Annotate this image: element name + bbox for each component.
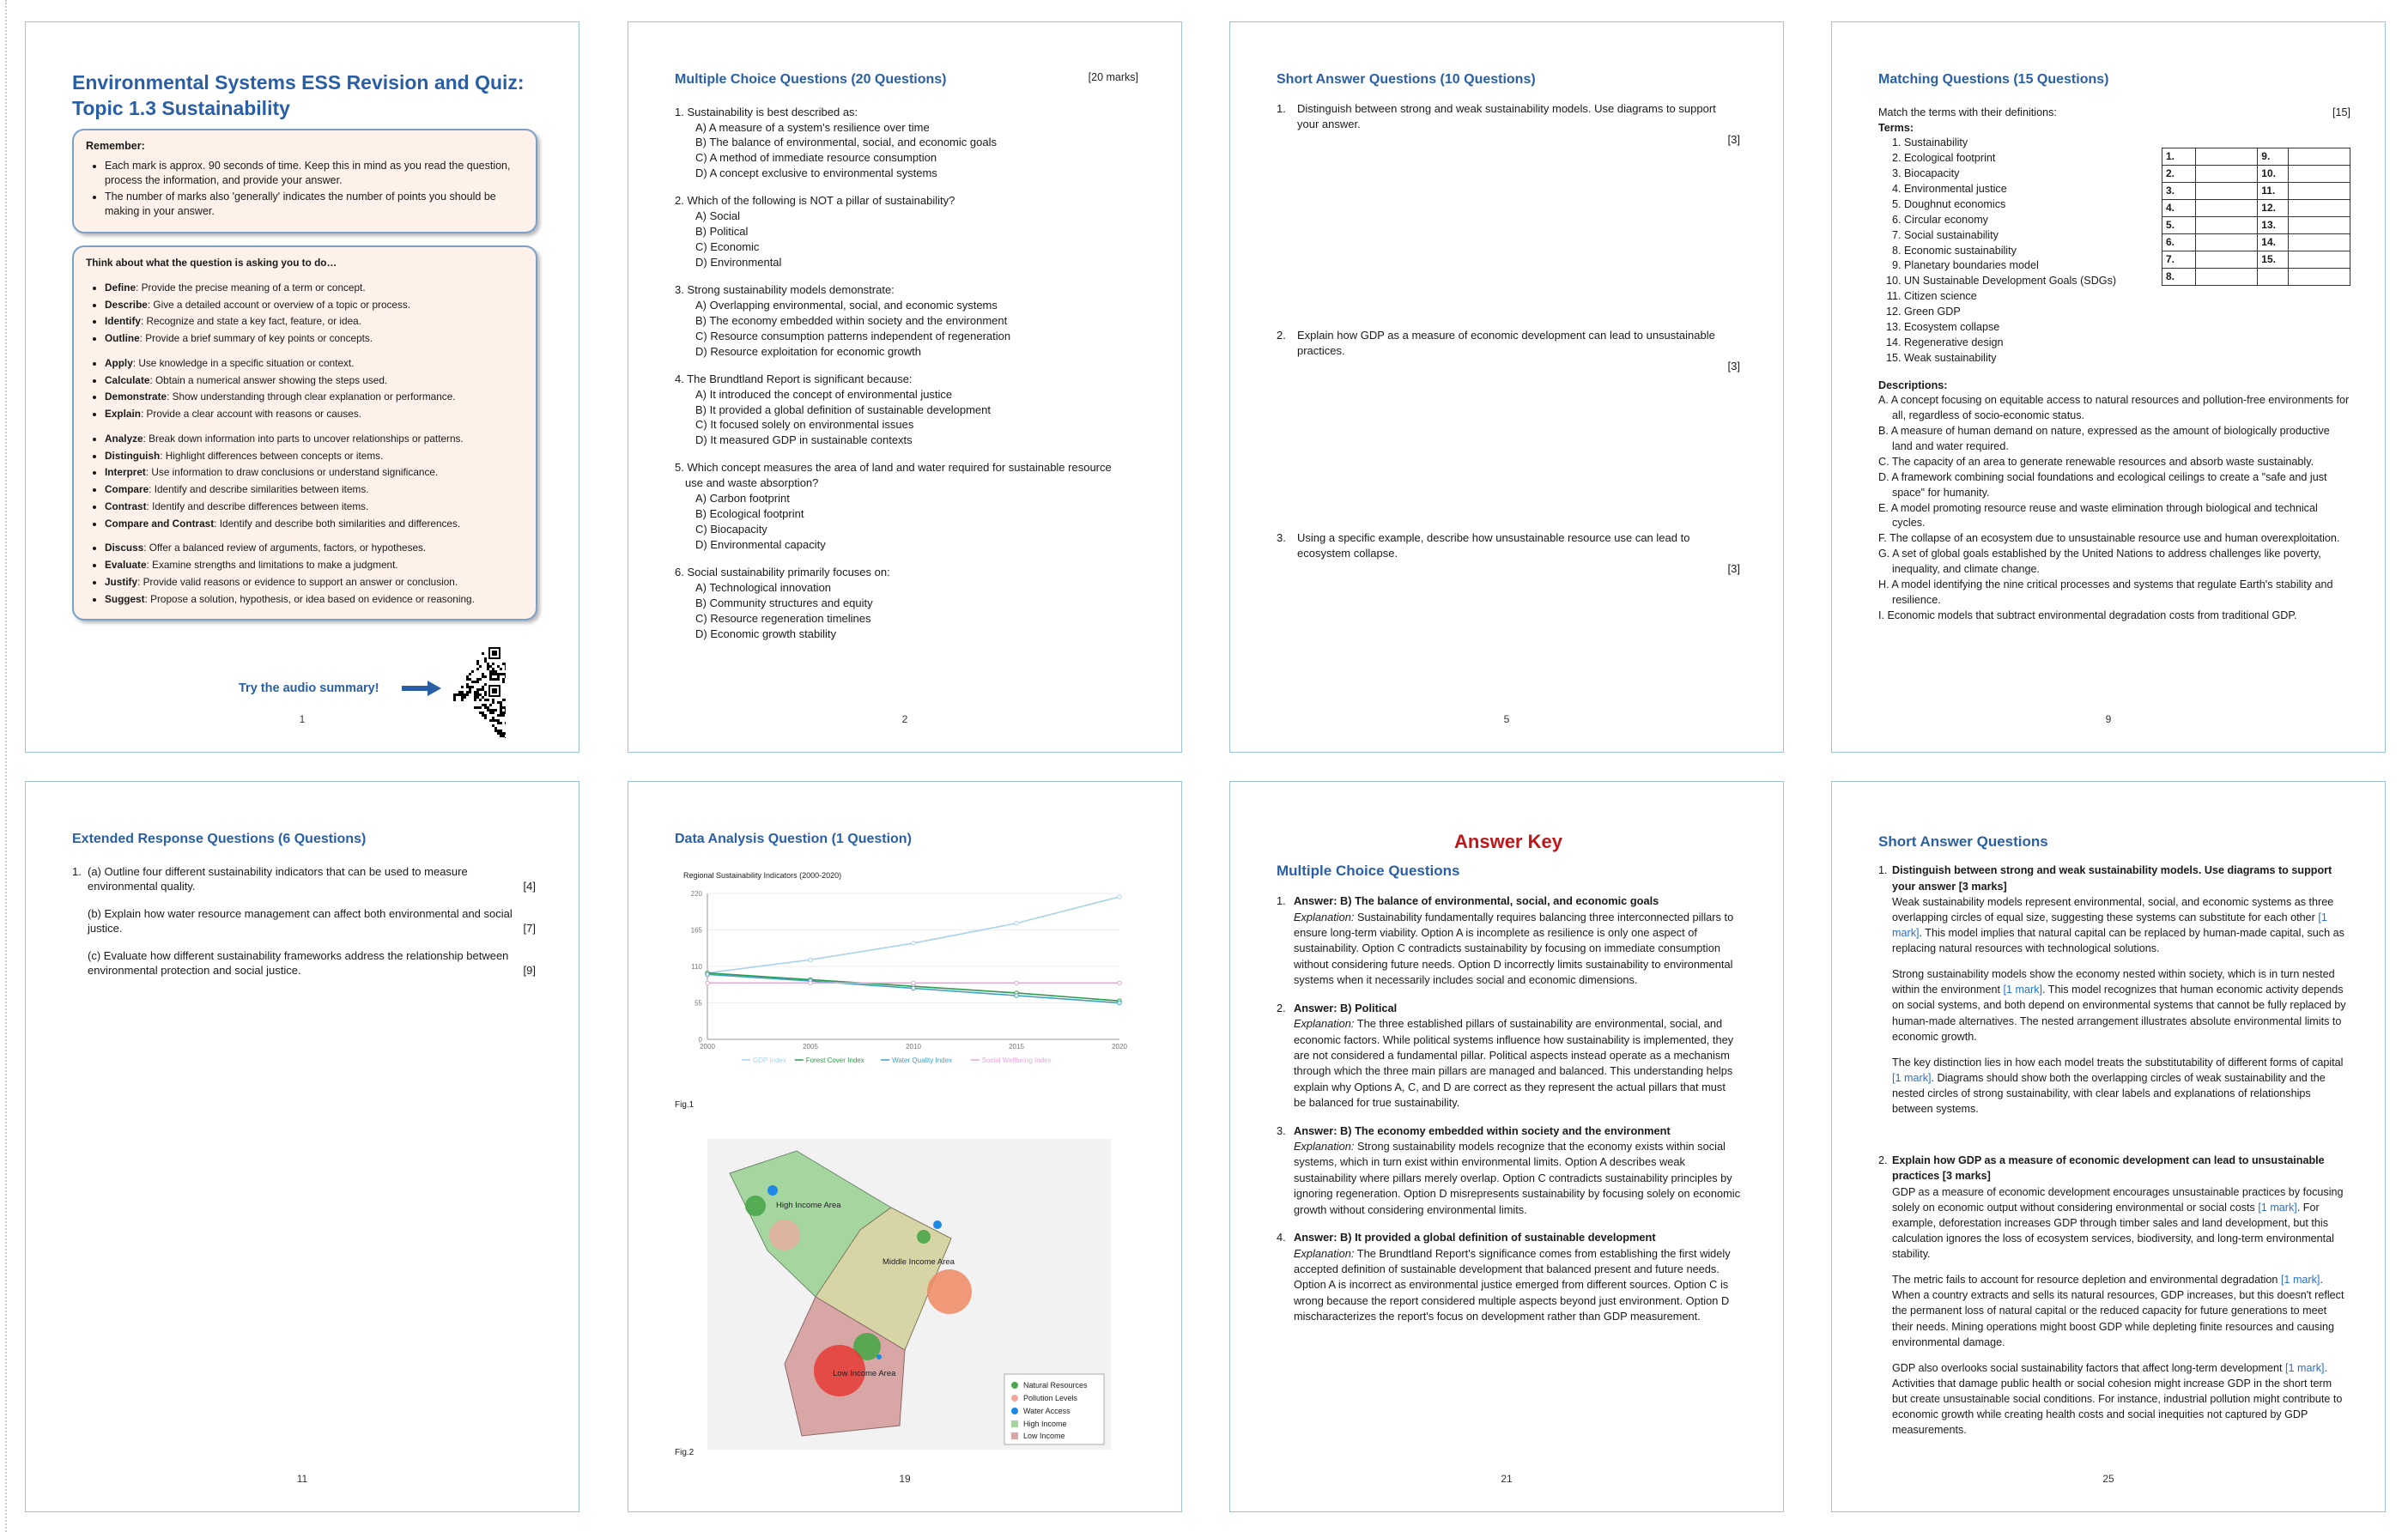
data-point: [912, 942, 915, 945]
term-item: 11. Citizen science: [1904, 289, 2350, 305]
x-tick-label: 2015: [1009, 1043, 1024, 1051]
page-number: 2: [901, 712, 908, 725]
grid-answer-cell[interactable]: [2288, 148, 2350, 166]
command-term-desc: : Provide the precise meaning of a term or concept.: [136, 281, 366, 294]
answer-line: Answer: B) Political: [1294, 1001, 1398, 1014]
question-part: (b) Explain how water resource management can affect both environmental and social justice. [7]: [88, 906, 536, 936]
grid-label: 2.: [2162, 166, 2196, 183]
grid-label: 11.: [2258, 183, 2288, 200]
question-part: (c) Evaluate how different sustainability frameworks address the relationship between environmental protection and social justice. [9]: [88, 948, 536, 978]
answer-block: 2. Explain how GDP as a measure of economic development can lead to unsustainable practices [3 marks] GDP as a measure of economic development encourages unsustainable practices by focusing solely on economic output without considering environmental or social costs [1 mark]. For example, deforestation increases GDP through timber sales and land development, but this calculation ignores the loss of ecosystem services, biodiversity, and long-term environmental stability. The metric fails to account for resource depletion and environmental degradation [1 mark]. When a country extracts and sells its natural resources, GDP increases, but this doesn't reflect the permanent loss of natural capital or the reduced capacity for future generations to meet their needs. Mining operations might boost GDP while depleting finite resources and causing environmental damage. GDP also overlooks social sustainability factors that affect long-term development [1 mark]. Activities that damage public health or social cohesion might increase GDP in the short term but create unsustainable social conditions. For instance, industrial pollution might contribute to economic growth while creating health costs and social inequities not captured by GDP measurements.: [1878, 1153, 2346, 1448]
data-point: [1118, 981, 1121, 984]
answer-item: [1277, 893, 1740, 989]
x-tick-label: 2005: [803, 1043, 818, 1051]
mcq-question: [675, 193, 1138, 270]
grid-answer-cell[interactable]: [2288, 217, 2350, 234]
term-item: 12. Green GDP: [1904, 305, 2350, 320]
option[interactable]: D) It measured GDP in sustainable contexts: [695, 433, 913, 447]
option[interactable]: C) Economic: [695, 240, 760, 254]
answer-line: Answer: B) It provided a global definition of sustainable development: [1294, 1231, 1656, 1244]
command-term: Demonstrate: [105, 391, 167, 403]
mark-tag: [1 mark]: [2003, 984, 2043, 996]
answer-paragraph: [1892, 1055, 2346, 1117]
grid-answer-cell[interactable]: [2196, 148, 2258, 166]
remember-box: [72, 129, 537, 233]
grid-answer-cell[interactable]: [2288, 251, 2350, 269]
explanation-label: Explanation:: [1294, 910, 1355, 923]
svg-text:Natural Resources: Natural Resources: [1023, 1381, 1088, 1390]
paragraph-text: The key distinction lies in how each model treats the substitutability of different forms of capital: [1892, 1056, 2344, 1069]
map-label-middle: Middle Income Area: [883, 1257, 955, 1267]
paragraph-text: . This model implies that natural capital can be replaced by human-made capital, such as replacing natural resources with technological solutions.: [1892, 926, 2344, 955]
answer-item: [1277, 1230, 1740, 1325]
paragraph-text: Strong sustainability models show the economy nested within society, which is in turn nested within the environment: [1892, 968, 2335, 996]
page-number: 11: [296, 1472, 308, 1485]
answer-block: 1. Distinguish between strong and weak sustainability models. Use diagrams to support your answer [3 marks] Weak sustainability models represent environmental, social, and economic systems as three overlapping circles of equal size, suggesting these systems can substitute for each other [1 mark]. This model implies that natural capital can be replaced by human-made capital, such as replacing natural resources with technological solutions. Strong sustainability models show the economy nested within society, which is in turn nested within the environment [1 mark]. This model recognizes that human economic activity depends on social systems, and both depend on environmental systems that cannot be fully replaced by human-made alternatives. The nested arrangement illustrates absolute environmental limits to economic growth. The key distinction lies in how each model treats the substitutability of different forms of capital [1 mark]. Diagrams should show both the overlapping circles of weak sustainability and the nested circles of strong sustainability, with clear labels and explanations of relationships between systems.: [1878, 863, 2346, 1127]
command-term-desc: : Break down information into parts to uncover relationships or patterns.: [143, 432, 464, 445]
pollution-marker: [769, 1220, 800, 1250]
term-item: 6. Circular economy: [1904, 213, 2350, 228]
command-term: Distinguish: [105, 449, 161, 462]
short-question: 3. Using a specific example, describe how unsustainable resource use can lead to ecosystem collapse. [3]: [1277, 531, 1740, 575]
command-term: Identify: [105, 315, 141, 328]
y-tick-label: 55: [694, 999, 702, 1008]
grid-label: 9.: [2258, 148, 2288, 166]
term-item: 14. Regenerative design: [1904, 336, 2350, 351]
description-item: H. A model identifying the nine critical processes and systems that regulate Earth's stability and resilience.: [1878, 578, 2333, 606]
section-heading: Multiple Choice Questions (20 Questions): [675, 72, 947, 87]
option[interactable]: C) A method of immediate resource consumption: [695, 151, 937, 165]
data-point: [1015, 981, 1018, 984]
command-term: Compare: [105, 483, 149, 496]
command-term: Suggest: [105, 592, 145, 605]
answer-number: 4.: [1277, 1231, 1286, 1244]
page-2: [628, 21, 1182, 753]
mcq-question: [675, 105, 1138, 182]
data-point: [706, 972, 709, 976]
term-item: 15. Weak sustainability: [1904, 351, 2350, 366]
command-term-desc: : Provide a clear account with reasons or causes.: [140, 408, 362, 421]
page-19: [628, 781, 1182, 1512]
description-item: B. A measure of human demand on nature, expressed as the amount of biologically productive land and water required.: [1878, 425, 2330, 453]
command-term-item: [105, 356, 524, 371]
explanation-text: The three established pillars of sustainability are environmental, social, and economic factors. While political systems influence how sustainability is implemented, they are not considered a fundamental pillar. Political aspects instead operate as a mechanism through which the three main pillars are managed and balanced. This understanding helps explain why Options A, C, and D are correct as they represent the actual pillars that must be balanced for true sustainability.: [1294, 1017, 1734, 1110]
grid-answer-cell[interactable]: [2196, 217, 2258, 234]
option[interactable]: D) Environmental capacity: [695, 538, 826, 552]
grid-answer-cell[interactable]: [2196, 166, 2258, 183]
option[interactable]: C) Resource consumption patterns independent of regeneration: [695, 329, 1011, 342]
answer-item: [1277, 1123, 1740, 1219]
income-map: [707, 1139, 1111, 1450]
option[interactable]: A) Technological innovation: [695, 580, 832, 594]
description-item: C. The capacity of an area to generate renewable resources and absorb waste sustainably.: [1878, 455, 2314, 468]
description-item: G. A set of global goals established by the United Nations to address challenges like poverty, inequality, and climate change.: [1878, 548, 2321, 576]
answer-paragraph: [1892, 966, 2346, 1045]
grid-answer-cell[interactable]: [2288, 166, 2350, 183]
section-heading: Data Analysis Question (1 Question): [675, 832, 912, 846]
question-part: (a) Outline four different sustainability indicators that can be used to measure environmental quality. [4]: [88, 864, 536, 893]
legend-label: GDP Index: [753, 1057, 786, 1064]
remember-heading: Remember:: [86, 139, 145, 152]
grid-label: 3.: [2162, 183, 2196, 200]
map-label-low: Low Income Area: [833, 1369, 896, 1378]
explanation-text: Sustainability fundamentally requires balancing three interconnected pillars to ensure long-term viability. Option A is incomplete as resilience is only one aspect of sustainability. Option C contradicts sustainability by focusing on immediate consumption without considering future needs. Option D incorrectly limits sustainability to environmental systems when it necessarily includes social and economic dimensions.: [1294, 910, 1734, 987]
mark-tag: [1 mark]: [1892, 1071, 1932, 1084]
question-stem-cont: use and waste absorption?: [685, 476, 819, 490]
option[interactable]: A) It introduced the concept of environmental justice: [695, 387, 953, 401]
question-stem: 2. Which of the following is NOT a pillar of sustainability?: [675, 194, 955, 208]
figure-label: Fig.1: [675, 1100, 694, 1110]
command-term-desc: : Use information to draw conclusions or understand significance.: [145, 466, 439, 479]
svg-text:Water Access: Water Access: [1023, 1407, 1071, 1415]
paragraph-text: GDP as a measure of economic development encourages unsustainable practices by focusing solely on economic output without considering environmental or social costs: [1892, 1185, 2344, 1214]
command-term-desc: : Propose a solution, hypothesis, or idea based on evidence or reasoning.: [144, 592, 475, 605]
section-heading: Multiple Choice Questions: [1277, 862, 1460, 879]
grid-label: 4.: [2162, 200, 2196, 217]
command-term-item: [105, 592, 524, 607]
option[interactable]: C) Resource regeneration timelines: [695, 611, 871, 625]
answer-paragraph: [1892, 1184, 2346, 1263]
series-line: [707, 897, 1119, 973]
grid-label: 14.: [2258, 234, 2288, 251]
explanation-text: Strong sustainability models recognize that the economy exists within social systems, which in turn exist within environmental limits. Option A describes weak sustainability where pillars merely overlap. Option C contradicts sustainability principles by ignoring regeneration. Option D misrepresents sustainability by focusing solely on economic growth without considering environmental limits.: [1294, 1140, 1740, 1216]
grid-label: 6.: [2162, 234, 2196, 251]
page-11: [25, 781, 579, 1512]
command-term-desc: : Examine strengths and limitations to make a judgment.: [146, 559, 398, 572]
legend-label: Forest Cover Index: [805, 1057, 864, 1064]
y-tick-label: 165: [690, 926, 702, 935]
grid-label: 8.: [2162, 269, 2196, 286]
option[interactable]: A) Carbon footprint: [695, 492, 790, 506]
command-term-item: [105, 449, 524, 463]
grid-answer-cell[interactable]: [2196, 183, 2258, 200]
command-term-desc: : Offer a balanced review of arguments, factors, or hypotheses.: [143, 542, 427, 554]
option[interactable]: A) A measure of a system's resilience over time: [695, 120, 930, 134]
data-point: [1118, 895, 1121, 899]
answer-line: Answer: B) The balance of environmental, social, and economic goals: [1294, 894, 1659, 908]
legend-label: Water Quality Index: [892, 1057, 953, 1064]
explanation-text: The Brundtland Report's significance comes from establishing the first widely accepted definition of sustainable development that balanced present and future needs. Option A is incorrect as environmental justice emerged from different sources. Option C is wrong because the report considered multiple aspects beyond just environment. Option D mischaracterizes the report's focus on development rather than GDP measurement.: [1294, 1246, 1731, 1323]
answer-number: 1.: [1277, 894, 1286, 908]
remember-item: • The number of marks also 'generally' indicates the number of points you should be making in your answer.: [105, 190, 524, 219]
term-item: 2. Ecological footprint: [1904, 151, 2350, 167]
command-term-desc: : Provide valid reasons or evidence to support an answer or conclusion.: [137, 575, 458, 588]
option[interactable]: B) Ecological footprint: [695, 507, 804, 521]
command-term: Discuss: [105, 542, 144, 554]
option[interactable]: B) Community structures and equity: [695, 596, 873, 609]
description-item: E. A model promoting resource reuse and waste elimination through biological and technical cycles.: [1878, 501, 2318, 530]
page-9: Matching Questions (15 Questions) [15] Match the terms with their definitions: Terms: 1. Sustainability 2. Ecological footprint 3. Biocapacity 4. Environmental justice 5. Doughnut economics 6. Circular economy 7. Social sustainability 8. Economic sustainability 9. Planetary boundaries model 10. UN Sustainable Development Goals (SDGs) 11. Citizen science 12. Green GDP 13. Ecosystem collapse 14. Regenerative design 15. Weak sustainability 1. 9. 2. 10. 3. 11. 4. 12. 5. 13. 6. 14. 7. 15. 8. Descriptions: A. A concept focusing on equitable access to natural resources and pollution-free environments for all, regardless of socio-economic status. B. A measure of human demand on nature, expressed as the amount of biologically productive land and water required. C. The capacity of an area to generate renewable resources and absorb waste sustainably. D. A framework combining social foundations and ecological ceilings to create a "safe and just space" for humanity. E. A model promoting resource reuse and waste elimination through biological and technical cycles. F. The collapse of an ecosystem due to unsustainable resource use and human overexploitation. G. A set of global goals established by the United Nations to address challenges like poverty, inequality, and climate change. H. A model identifying the nine critical processes and systems that regulate Earth's stability and resilience. I. Economic models that subtract environmental degradation costs from traditional GDP. 9: [1831, 21, 2386, 753]
grid-label: [2258, 269, 2288, 286]
grid-answer-cell[interactable]: [2196, 269, 2258, 286]
command-term-item: [105, 407, 524, 421]
paragraph-text: GDP also overlooks social sustainability factors that affect long-term development: [1892, 1361, 2286, 1374]
question-stem: 6. Social sustainability primarily focuses on:: [675, 565, 890, 578]
command-term-item: [105, 575, 524, 590]
left-gutter: [0, 0, 7, 1532]
option[interactable]: B) The economy embedded within society and the environment: [695, 313, 1008, 327]
grid-answer-cell[interactable]: [2288, 183, 2350, 200]
map-legend: [1004, 1374, 1104, 1444]
data-point: [809, 981, 812, 984]
data-point: [912, 986, 915, 990]
paragraph-text: . Diagrams should show both the overlapping circles of weak sustainability and the nested circles of strong sustainability, with clear labels and explanations of relationships between systems.: [1892, 1071, 2326, 1116]
answer-item: [1277, 1001, 1740, 1111]
command-term-desc: : Identify and describe similarities between items.: [149, 483, 369, 496]
option[interactable]: C) It focused solely on environmental issues: [695, 418, 914, 432]
figure-label: Fig.2: [675, 1448, 694, 1457]
command-term-desc: : Use knowledge in a specific situation or context.: [132, 356, 355, 369]
option[interactable]: A) Social: [695, 209, 741, 223]
command-term-desc: : Provide a brief summary of key points or concepts.: [139, 332, 373, 345]
command-term-item: [105, 331, 524, 346]
command-term: Explain: [105, 408, 141, 421]
option[interactable]: D) A concept exclusive to environmental systems: [695, 167, 937, 180]
command-term-item: [105, 390, 524, 404]
x-tick-label: 2000: [700, 1043, 715, 1051]
water-access-marker: [933, 1220, 942, 1229]
description-item: I. Economic models that subtract environmental degradation costs from traditional GDP.: [1878, 609, 2297, 621]
grid-label: 12.: [2258, 200, 2288, 217]
y-tick-label: 110: [691, 963, 702, 971]
explanation-label: Explanation:: [1294, 1017, 1355, 1031]
mcq-question: [675, 460, 1138, 553]
command-term-item: [105, 298, 524, 312]
question-stem: 1. Sustainability is best described as:: [675, 105, 858, 118]
question-stem: 5. Which concept measures the area of land and water required for sustainable resource: [675, 461, 1112, 475]
natural-resources-marker: [745, 1196, 766, 1216]
page-number: 5: [1503, 712, 1510, 725]
command-term: Describe: [105, 298, 148, 311]
mark-tag: [1 mark]: [1892, 911, 2327, 939]
question-stem: 3. Strong sustainability models demonstrate:: [675, 282, 895, 296]
page-number: 19: [899, 1472, 911, 1485]
svg-text:Pollution Levels: Pollution Levels: [1023, 1394, 1078, 1402]
command-term-item: [105, 281, 524, 295]
option[interactable]: D) Resource exploitation for economic growth: [695, 344, 922, 358]
command-term-desc: : Identify and describe differences between items.: [146, 500, 369, 512]
command-term-item: [105, 482, 524, 497]
command-term-item: [105, 541, 524, 555]
command-term-item: [105, 500, 524, 514]
term-item: 4. Environmental justice: [1904, 182, 2350, 197]
description-item: A. A concept focusing on equitable access to natural resources and pollution-free environments for all, regardless of socio-economic status.: [1878, 394, 2350, 422]
x-tick-label: 2010: [906, 1043, 921, 1051]
page-25: [1831, 781, 2386, 1512]
option[interactable]: D) Economic growth stability: [695, 627, 836, 640]
svg-text:High Income: High Income: [1023, 1420, 1067, 1428]
question-title: Distinguish between strong and weak sustainability models. Use diagrams to support your answer [3 marks]: [1892, 864, 2332, 893]
term-item: 3. Biocapacity: [1904, 167, 2350, 182]
chart-title: Regional Sustainability Indicators (2000-2020): [683, 871, 842, 880]
grid-label: 5.: [2162, 217, 2196, 234]
arrow-right-icon: [402, 681, 441, 696]
paragraph-text: The metric fails to account for resource depletion and environmental degradation: [1892, 1274, 2281, 1287]
question-stem: 4. The Brundtland Report is significant because:: [675, 372, 913, 385]
grid-label: 15.: [2258, 251, 2288, 269]
audio-summary-link[interactable]: Try the audio summary!: [239, 681, 379, 695]
answer-grid[interactable]: [2162, 148, 2350, 286]
term-item: 9. Planetary boundaries model: [1904, 258, 2350, 274]
extended-question: 1. (a) Outline four different sustainability indicators that can be used to measure environmental quality. [4] (b) Explain how water resource management can affect both environmental and social justice. [7] (c) Evaluate how different sustainability frameworks address the relationship between environmental protection and social justice. [9]: [72, 864, 536, 978]
command-term-item: [105, 432, 524, 446]
question-title: Explain how GDP as a measure of economic development can lead to unsustainable practices [3 marks]: [1892, 1154, 2325, 1183]
x-tick-label: 2020: [1112, 1043, 1127, 1051]
data-point: [912, 981, 915, 984]
svg-text:Low Income: Low Income: [1023, 1432, 1065, 1440]
answer-line: Answer: B) The economy embedded within society and the environment: [1294, 1123, 1671, 1137]
remember-item: • Each mark is approx. 90 seconds of time. Keep this in mind as you read the question, process the information, and provide your answer.: [105, 159, 524, 188]
y-tick-label: 0: [698, 1036, 702, 1044]
total-marks: [20 marks]: [1088, 71, 1138, 83]
section-heading: Extended Response Questions (6 Questions): [72, 832, 367, 846]
description-item: F. The collapse of an ecosystem due to unsustainable resource use and human overexploitation.: [1878, 532, 2340, 545]
paragraph-text: . This model recognizes that human economic activity depends on social systems, and both depend on environmental systems that cannot be fully replaced by human-made alternatives. The nested arrangement illustrates absolute environmental limits to economic growth.: [1892, 984, 2346, 1043]
section-heading: Matching Questions (15 Questions): [1878, 72, 2109, 87]
answer-paragraph: [1892, 894, 2346, 957]
grid-label: 10.: [2258, 166, 2288, 183]
command-term: Calculate: [105, 373, 150, 386]
command-term: Evaluate: [105, 559, 147, 572]
data-point: [1015, 994, 1018, 997]
command-term-desc: : Obtain a numerical answer showing the steps used.: [149, 373, 388, 386]
natural-resources-marker: [917, 1230, 931, 1244]
data-point: [809, 958, 812, 961]
mcq-question: [675, 372, 1138, 449]
line-chart: [675, 868, 1138, 1074]
paragraph-text: Weak sustainability models represent environmental, social, and economic systems as three overlapping circles of equal size, suggesting these systems can substitute for each other: [1892, 895, 2334, 923]
description-item: D. A framework combining social foundations and ecological ceilings to create a "safe and just space" for humanity.: [1878, 470, 2327, 499]
option[interactable]: A) Overlapping environmental, social, and economic systems: [695, 298, 998, 312]
term-item: 5. Doughnut economics: [1904, 197, 2350, 213]
data-point: [706, 981, 709, 984]
option[interactable]: B) Political: [695, 225, 749, 239]
command-term-item: [105, 558, 524, 572]
command-term-desc: : Recognize and state a key fact, feature, or idea.: [140, 315, 362, 328]
short-question: 1. Distinguish between strong and weak sustainability models. Use diagrams to support your answer. [3]: [1277, 102, 1740, 146]
command-term-desc: : Identify and describe both similarities and differences.: [214, 517, 461, 530]
grid-answer-cell[interactable]: [2196, 234, 2258, 251]
term-item: 10. UN Sustainable Development Goals (SDGs): [1904, 274, 2350, 289]
command-term: Justify: [105, 575, 138, 588]
page-number: 25: [2102, 1472, 2114, 1485]
term-item: 7. Social sustainability: [1904, 228, 2350, 244]
command-term-item: [105, 517, 524, 531]
answer-number: 2.: [1277, 1001, 1286, 1014]
page-number: 1: [299, 712, 306, 725]
command-term-desc: : Give a detailed account or overview of a topic or process.: [147, 298, 411, 311]
grid-label: 7.: [2162, 251, 2196, 269]
answer-paragraph: [1892, 1272, 2346, 1350]
explanation-label: Explanation:: [1294, 1246, 1355, 1260]
command-terms-heading: Think about what the question is asking you to do…: [86, 257, 337, 269]
command-term: Define: [105, 281, 136, 294]
paragraph-text: . When a country extracts and sells its natural resources, GDP increases, but this doesn't reflect the permanent loss of natural capital or the reduced capacity for future generations to meet their needs. Mining operations might boost GDP while depleting finite resources and causing environmental damage.: [1892, 1274, 2344, 1348]
answer-key-title: Answer Key: [1454, 831, 1562, 852]
page-5: [1229, 21, 1784, 753]
answer-paragraph: [1892, 1360, 2346, 1438]
page-number: 9: [2105, 712, 2112, 725]
command-term: Compare and Contrast: [105, 517, 215, 530]
command-term: Outline: [105, 332, 140, 345]
command-term: Contrast: [105, 500, 147, 512]
term-item: 1. Sustainability: [1904, 136, 2350, 151]
section-heading: Short Answer Questions (10 Questions): [1277, 72, 1536, 87]
water-access-marker: [876, 1354, 882, 1359]
page-title: Environmental Systems ESS Revision and Quiz: Topic 1.3 Sustainability: [72, 71, 525, 119]
data-point: [1015, 922, 1018, 925]
legend-label: Social Wellbeing Index: [981, 1057, 1052, 1064]
answer-number: 3.: [1277, 1123, 1286, 1137]
short-question: 2. Explain how GDP as a measure of economic development can lead to unsustainable practices. [3]: [1277, 329, 1740, 372]
grid-answer-cell[interactable]: [2288, 200, 2350, 217]
command-term-item: [105, 373, 524, 388]
water-access-marker: [767, 1185, 778, 1196]
terms-heading: Terms:: [1878, 121, 1914, 134]
paragraph-text: . Activities that damage public health or social cohesion might increase GDP in the short term but create unsustainable social conditions. For instance, industrial pollution might contribute to economic growth while creating health costs and social inequities not captured by GDP measurements.: [1892, 1361, 2343, 1437]
grid-label: 1.: [2162, 148, 2196, 166]
pollution-marker: [927, 1269, 972, 1314]
command-term-desc: : Show understanding through clear explanation or performance.: [167, 391, 456, 403]
mark-tag: [1 mark]: [2258, 1201, 2297, 1214]
descriptions-heading: Descriptions:: [1878, 378, 1948, 391]
mcq-question: [675, 565, 1138, 642]
page-1: [25, 21, 579, 753]
explanation-label: Explanation:: [1294, 1140, 1355, 1154]
command-term: Apply: [105, 356, 133, 369]
data-point: [1118, 1001, 1121, 1004]
option[interactable]: D) Environmental: [695, 256, 782, 269]
page-21: [1229, 781, 1784, 1512]
term-item: 13. Ecosystem collapse: [1904, 320, 2350, 336]
paragraph-text: . For example, deforestation increases GDP through timber sales and land development, but this calculation ignores the loss of ecosystem services, biodiversity, and long-term environmental stability.: [1892, 1201, 2334, 1261]
option[interactable]: B) The balance of environmental, social, and economic goals: [695, 136, 997, 149]
map-label-high: High Income Area: [776, 1201, 841, 1210]
option[interactable]: B) It provided a global definition of sustainable development: [695, 403, 991, 416]
mark-tag: [1 mark]: [2280, 1274, 2320, 1287]
grid-answer-cell[interactable]: [2288, 234, 2350, 251]
command-term: Interpret: [105, 466, 146, 479]
page-number: 21: [1501, 1472, 1513, 1485]
term-item: 8. Economic sustainability: [1904, 244, 2350, 259]
y-tick-label: 220: [690, 890, 702, 898]
command-term-item: [105, 465, 524, 480]
mcq-question: [675, 282, 1138, 360]
grid-label: 13.: [2258, 217, 2288, 234]
mark-tag: [1 mark]: [2285, 1361, 2325, 1374]
command-term-item: [105, 314, 524, 329]
option[interactable]: C) Biocapacity: [695, 523, 767, 536]
grid-answer-cell[interactable]: [2196, 200, 2258, 217]
grid-answer-cell[interactable]: [2196, 251, 2258, 269]
command-term-desc: : Highlight differences between concepts or items.: [160, 449, 384, 462]
command-term: Analyze: [105, 432, 143, 445]
grid-answer-cell[interactable]: [2288, 269, 2350, 286]
command-terms-box: [72, 245, 537, 621]
section-heading: Short Answer Questions: [1878, 833, 2048, 850]
